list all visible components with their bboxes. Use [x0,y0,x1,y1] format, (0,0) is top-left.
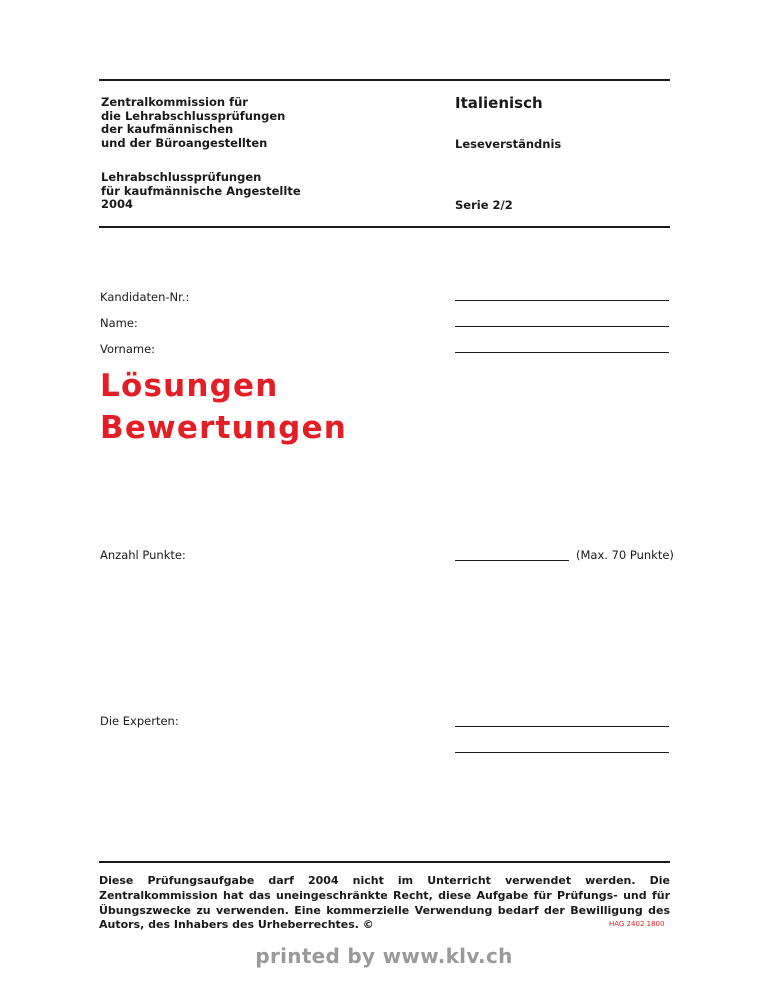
issuer-line: Zentralkommission für [101,95,248,109]
points-label: Anzahl Punkte: [100,548,186,562]
candidate-no-label: Kandidaten-Nr.: [100,290,190,304]
exam-block [101,171,301,212]
header-bottom-rule [99,226,670,228]
name-label: Name: [100,316,138,330]
first-name-field[interactable] [455,352,669,353]
issuer-line: der kaufmännischen [101,122,234,136]
first-name-label: Vorname: [100,342,156,356]
expert-signature-field-1[interactable] [455,726,669,727]
expert-signature-field-2[interactable] [455,752,669,753]
footer-notice: Diese Prüfungsaufgabe darf 2004 nicht im Unterricht verwendet werden. Die Zentralkommission hat das uneingeschränkte Recht, diese Aufgabe für Prüfungs- und für Übungszwecke zu verwenden. Eine kommerzielle Verwendung bedarf der Bewilligung des Autors, des Inhabers des Urheberrechtes. © [99,874,670,932]
section-title: Leseverständnis [455,137,562,151]
candidate-no-field[interactable] [455,300,669,301]
exam-line: für kaufmännische Angestellte [101,183,301,198]
exam-line: Lehrabschlussprüfungen [101,170,262,184]
footer-rule [99,861,670,863]
solution-title-line1: Lösungen [100,368,279,404]
points-max-text: (Max. 70 Punkte) [576,548,674,562]
header-top-rule [99,79,670,81]
subject-title: Italienisch [455,94,543,112]
name-field[interactable] [455,326,669,327]
experts-label: Die Experten: [100,714,179,728]
printed-by-watermark: printed by www.klv.ch [255,944,513,968]
document-code: HAG 2402 1800 [609,920,665,928]
points-field[interactable] [455,560,569,561]
issuer-line: und der Büroangestellten [101,135,268,150]
exam-line: 2004 [101,197,134,211]
issuer-line: die Lehrabschlussprüfungen [101,108,286,123]
solution-title-line2: Bewertungen [100,410,348,446]
series-label: Serie 2/2 [455,198,513,212]
issuer-block [101,96,285,150]
